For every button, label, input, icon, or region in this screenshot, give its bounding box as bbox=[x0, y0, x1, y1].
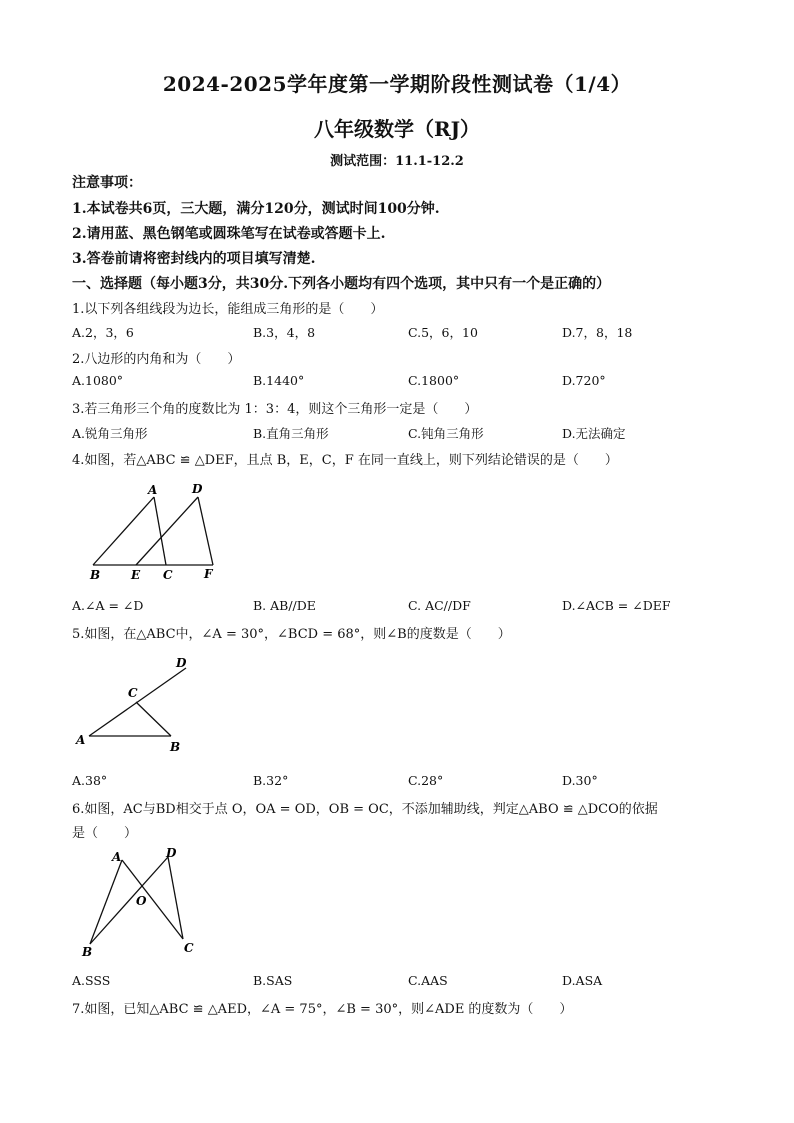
q3-option-c: C.钝角三角形 bbox=[408, 426, 484, 441]
q6-option-c: C.AAS bbox=[408, 973, 448, 988]
q4-label-c: C bbox=[163, 568, 173, 582]
q5-option-a: A.38° bbox=[72, 773, 108, 788]
q4-option-b: B. AB//DE bbox=[253, 598, 316, 613]
q5-option-d: D.30° bbox=[562, 773, 598, 788]
q5-option-b: B.32° bbox=[253, 773, 289, 788]
q5-label-b: B bbox=[170, 740, 181, 754]
notice-heading: 注意事项： bbox=[72, 175, 142, 191]
q6-label-b: B bbox=[82, 945, 93, 959]
q4-label-d: D bbox=[192, 482, 203, 496]
q2-option-b: B.1440° bbox=[253, 373, 305, 388]
q4-option-c: C. AC//DF bbox=[408, 598, 471, 613]
q4-label-b: B bbox=[90, 568, 101, 582]
question-7-stem: 7.如图，已知△ABC ≌ △AED，∠A = 75°，∠B = 30°，则∠ADE 的度数为（ ） bbox=[72, 1002, 573, 1017]
question-6-stem-cont: 是（ ） bbox=[72, 826, 138, 841]
q4-option-d: D.∠ACB = ∠DEF bbox=[562, 598, 671, 613]
q6-label-o: O bbox=[136, 894, 147, 908]
q4-label-e: E bbox=[131, 568, 141, 582]
q1-option-a: A.2，3，6 bbox=[72, 325, 134, 340]
q5-label-a: A bbox=[76, 733, 86, 747]
q5-figure bbox=[68, 650, 198, 760]
question-6-stem: 6.如图，AC与BD相交于点 O，OA = OD，OB = OC，不添加辅助线，判定△ABO ≌ △DCO的依据 bbox=[72, 802, 658, 817]
q1-option-d: D.7，8，18 bbox=[562, 325, 633, 340]
q4-figure bbox=[80, 476, 230, 586]
section-heading: 一、选择题（每小题3分，共30分.下列各小题均有四个选项，其中只有一个是正确的） bbox=[72, 276, 611, 292]
question-5-stem: 5.如图，在△ABC中，∠A = 30°，∠BCD = 68°，则∠B的度数是（ ） bbox=[72, 627, 511, 642]
question-1-stem: 1.以下列各组线段为边长，能组成三角形的是（ ） bbox=[72, 302, 384, 317]
q2-option-c: C.1800° bbox=[408, 373, 460, 388]
page-title: 2024-2025学年度第一学期阶段性测试卷（1/4） bbox=[162, 72, 632, 96]
q6-option-b: B.SAS bbox=[253, 973, 293, 988]
q6-option-a: A.SSS bbox=[72, 973, 111, 988]
q1-option-b: B.3，4，8 bbox=[253, 325, 316, 340]
q6-label-d: D bbox=[166, 846, 177, 860]
notice-item-1: 1.本试卷共6页，三大题，满分120分，测试时间100分钟. bbox=[72, 201, 440, 217]
page-subtitle: 八年级数学（RJ） bbox=[313, 117, 481, 141]
q3-option-b: B.直角三角形 bbox=[253, 426, 329, 441]
notice-item-2: 2.请用蓝、黑色钢笔或圆珠笔写在试卷或答题卡上. bbox=[72, 226, 386, 242]
question-2-stem: 2.八边形的内角和为（ ） bbox=[72, 352, 241, 367]
question-4-stem: 4.如图，若△ABC ≌ △DEF，且点 B，E，C，F 在同一直线上，则下列结论错误的是（ ） bbox=[72, 453, 618, 468]
question-3-stem: 3.若三角形三个角的度数比为 1：3：4，则这个三角形一定是（ ） bbox=[72, 402, 478, 417]
q5-option-c: C.28° bbox=[408, 773, 444, 788]
q4-label-f: F bbox=[204, 567, 213, 581]
q3-option-d: D.无法确定 bbox=[562, 426, 626, 441]
notice-item-3: 3.答卷前请将密封线内的项目填写清楚. bbox=[72, 251, 316, 267]
test-range: 测试范围：11.1-12.2 bbox=[330, 154, 464, 169]
q6-label-c: C bbox=[184, 941, 194, 955]
q2-option-a: A.1080° bbox=[72, 373, 124, 388]
q5-label-c: C bbox=[128, 686, 138, 700]
q4-option-a: A.∠A = ∠D bbox=[72, 598, 144, 613]
q4-label-a: A bbox=[148, 483, 158, 497]
q6-label-a: A bbox=[112, 850, 122, 864]
q3-option-a: A.锐角三角形 bbox=[72, 426, 148, 441]
q2-option-d: D.720° bbox=[562, 373, 606, 388]
q1-option-c: C.5，6，10 bbox=[408, 325, 478, 340]
q6-figure bbox=[78, 844, 208, 964]
q6-option-d: D.ASA bbox=[562, 973, 603, 988]
q5-label-d: D bbox=[176, 656, 187, 670]
